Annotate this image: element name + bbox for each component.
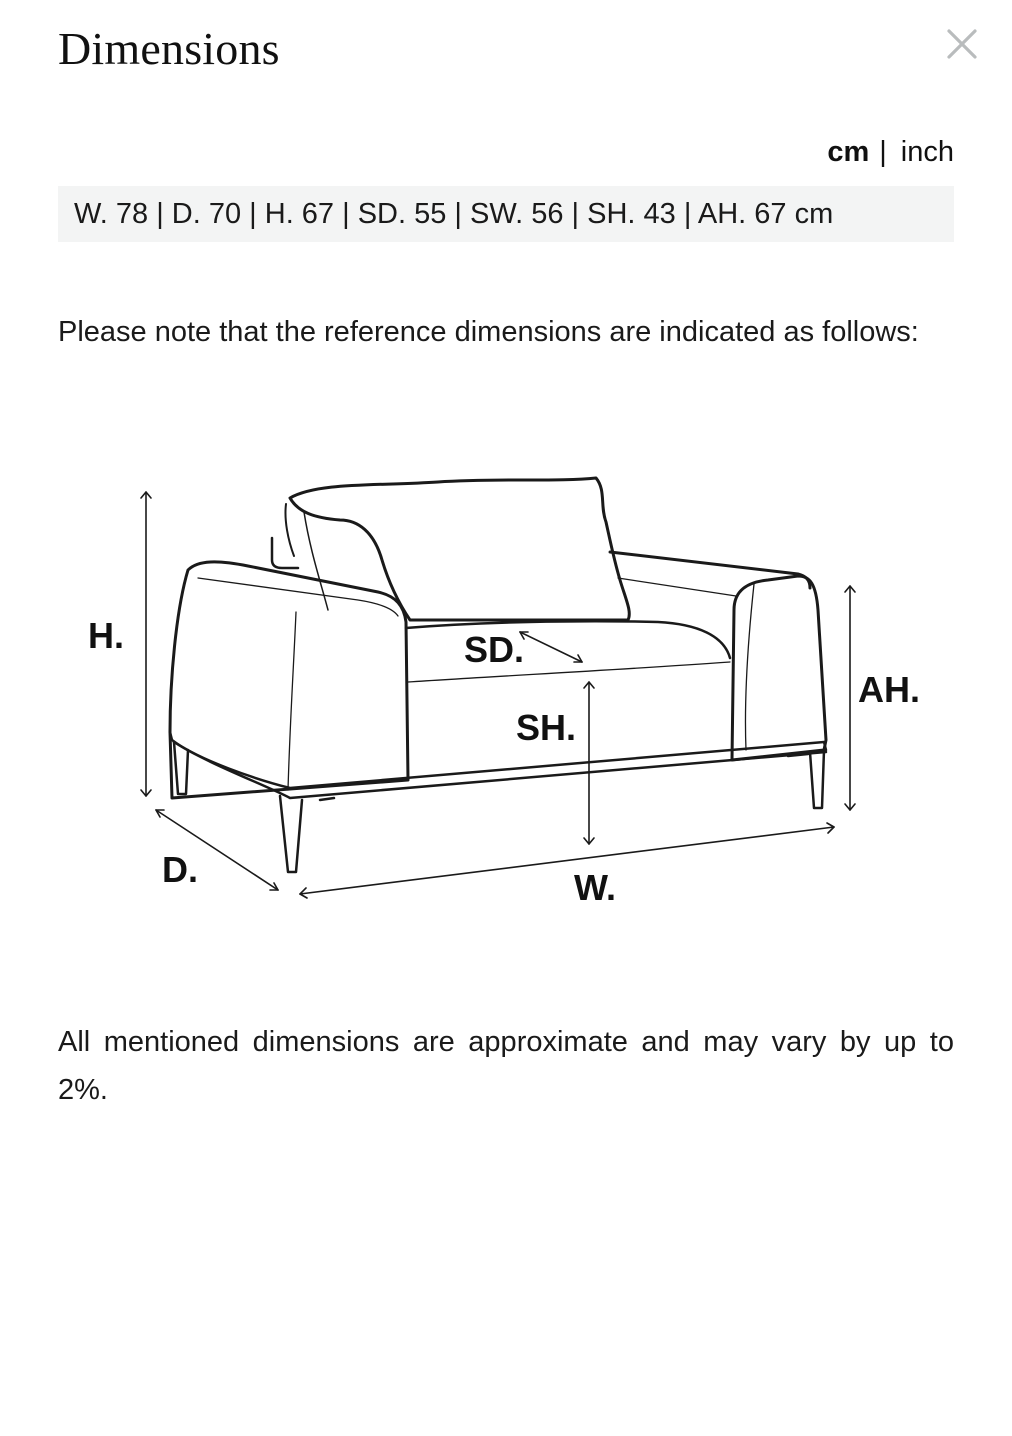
label-width: W. <box>574 867 616 908</box>
back-cushion-outline <box>290 478 629 620</box>
unit-cm-option[interactable]: cm <box>827 136 870 168</box>
reference-note: Please note that the reference dimensions are indicated as follows: <box>58 316 919 348</box>
width-arrow <box>300 827 834 894</box>
close-icon <box>940 22 984 66</box>
label-height: H. <box>88 615 124 656</box>
dialog-title: Dimensions <box>58 23 280 74</box>
dimensions-summary-text: W. 78 | D. 70 | H. 67 | SD. 55 | SW. 56 | SH. 43 | AH. 67 cm <box>74 197 834 230</box>
leg-right-front <box>810 750 824 808</box>
approximate-note: All mentioned dimensions are approximate and may vary by up to 2%. <box>58 1026 954 1106</box>
left-backrest-edge <box>272 538 298 568</box>
right-backrest-top <box>610 552 810 588</box>
close-button[interactable] <box>940 22 984 66</box>
right-arm-inner-line <box>745 584 754 750</box>
unit-inch-option[interactable]: inch <box>900 136 954 168</box>
label-depth: D. <box>162 849 198 890</box>
seat-depth-arrow <box>520 632 582 662</box>
right-backrest-inner <box>618 578 736 596</box>
leg-front-center <box>280 796 302 872</box>
left-arm-top-line <box>198 578 398 616</box>
label-seat-depth: SD. <box>464 629 525 670</box>
seat-cushion-top <box>406 621 730 658</box>
unit-toggle <box>827 136 954 169</box>
label-seat-height: SH. <box>516 707 577 748</box>
label-arm-height: AH. <box>858 669 920 710</box>
leg-rear-foot <box>320 798 334 800</box>
sofa-dimension-diagram <box>58 460 954 920</box>
dimensions-summary-bar <box>58 186 954 242</box>
back-cushion-left-edge <box>285 504 294 556</box>
left-arm-front-line <box>288 612 296 790</box>
unit-separator: | <box>879 136 887 168</box>
seat-cushion-front <box>408 662 730 682</box>
